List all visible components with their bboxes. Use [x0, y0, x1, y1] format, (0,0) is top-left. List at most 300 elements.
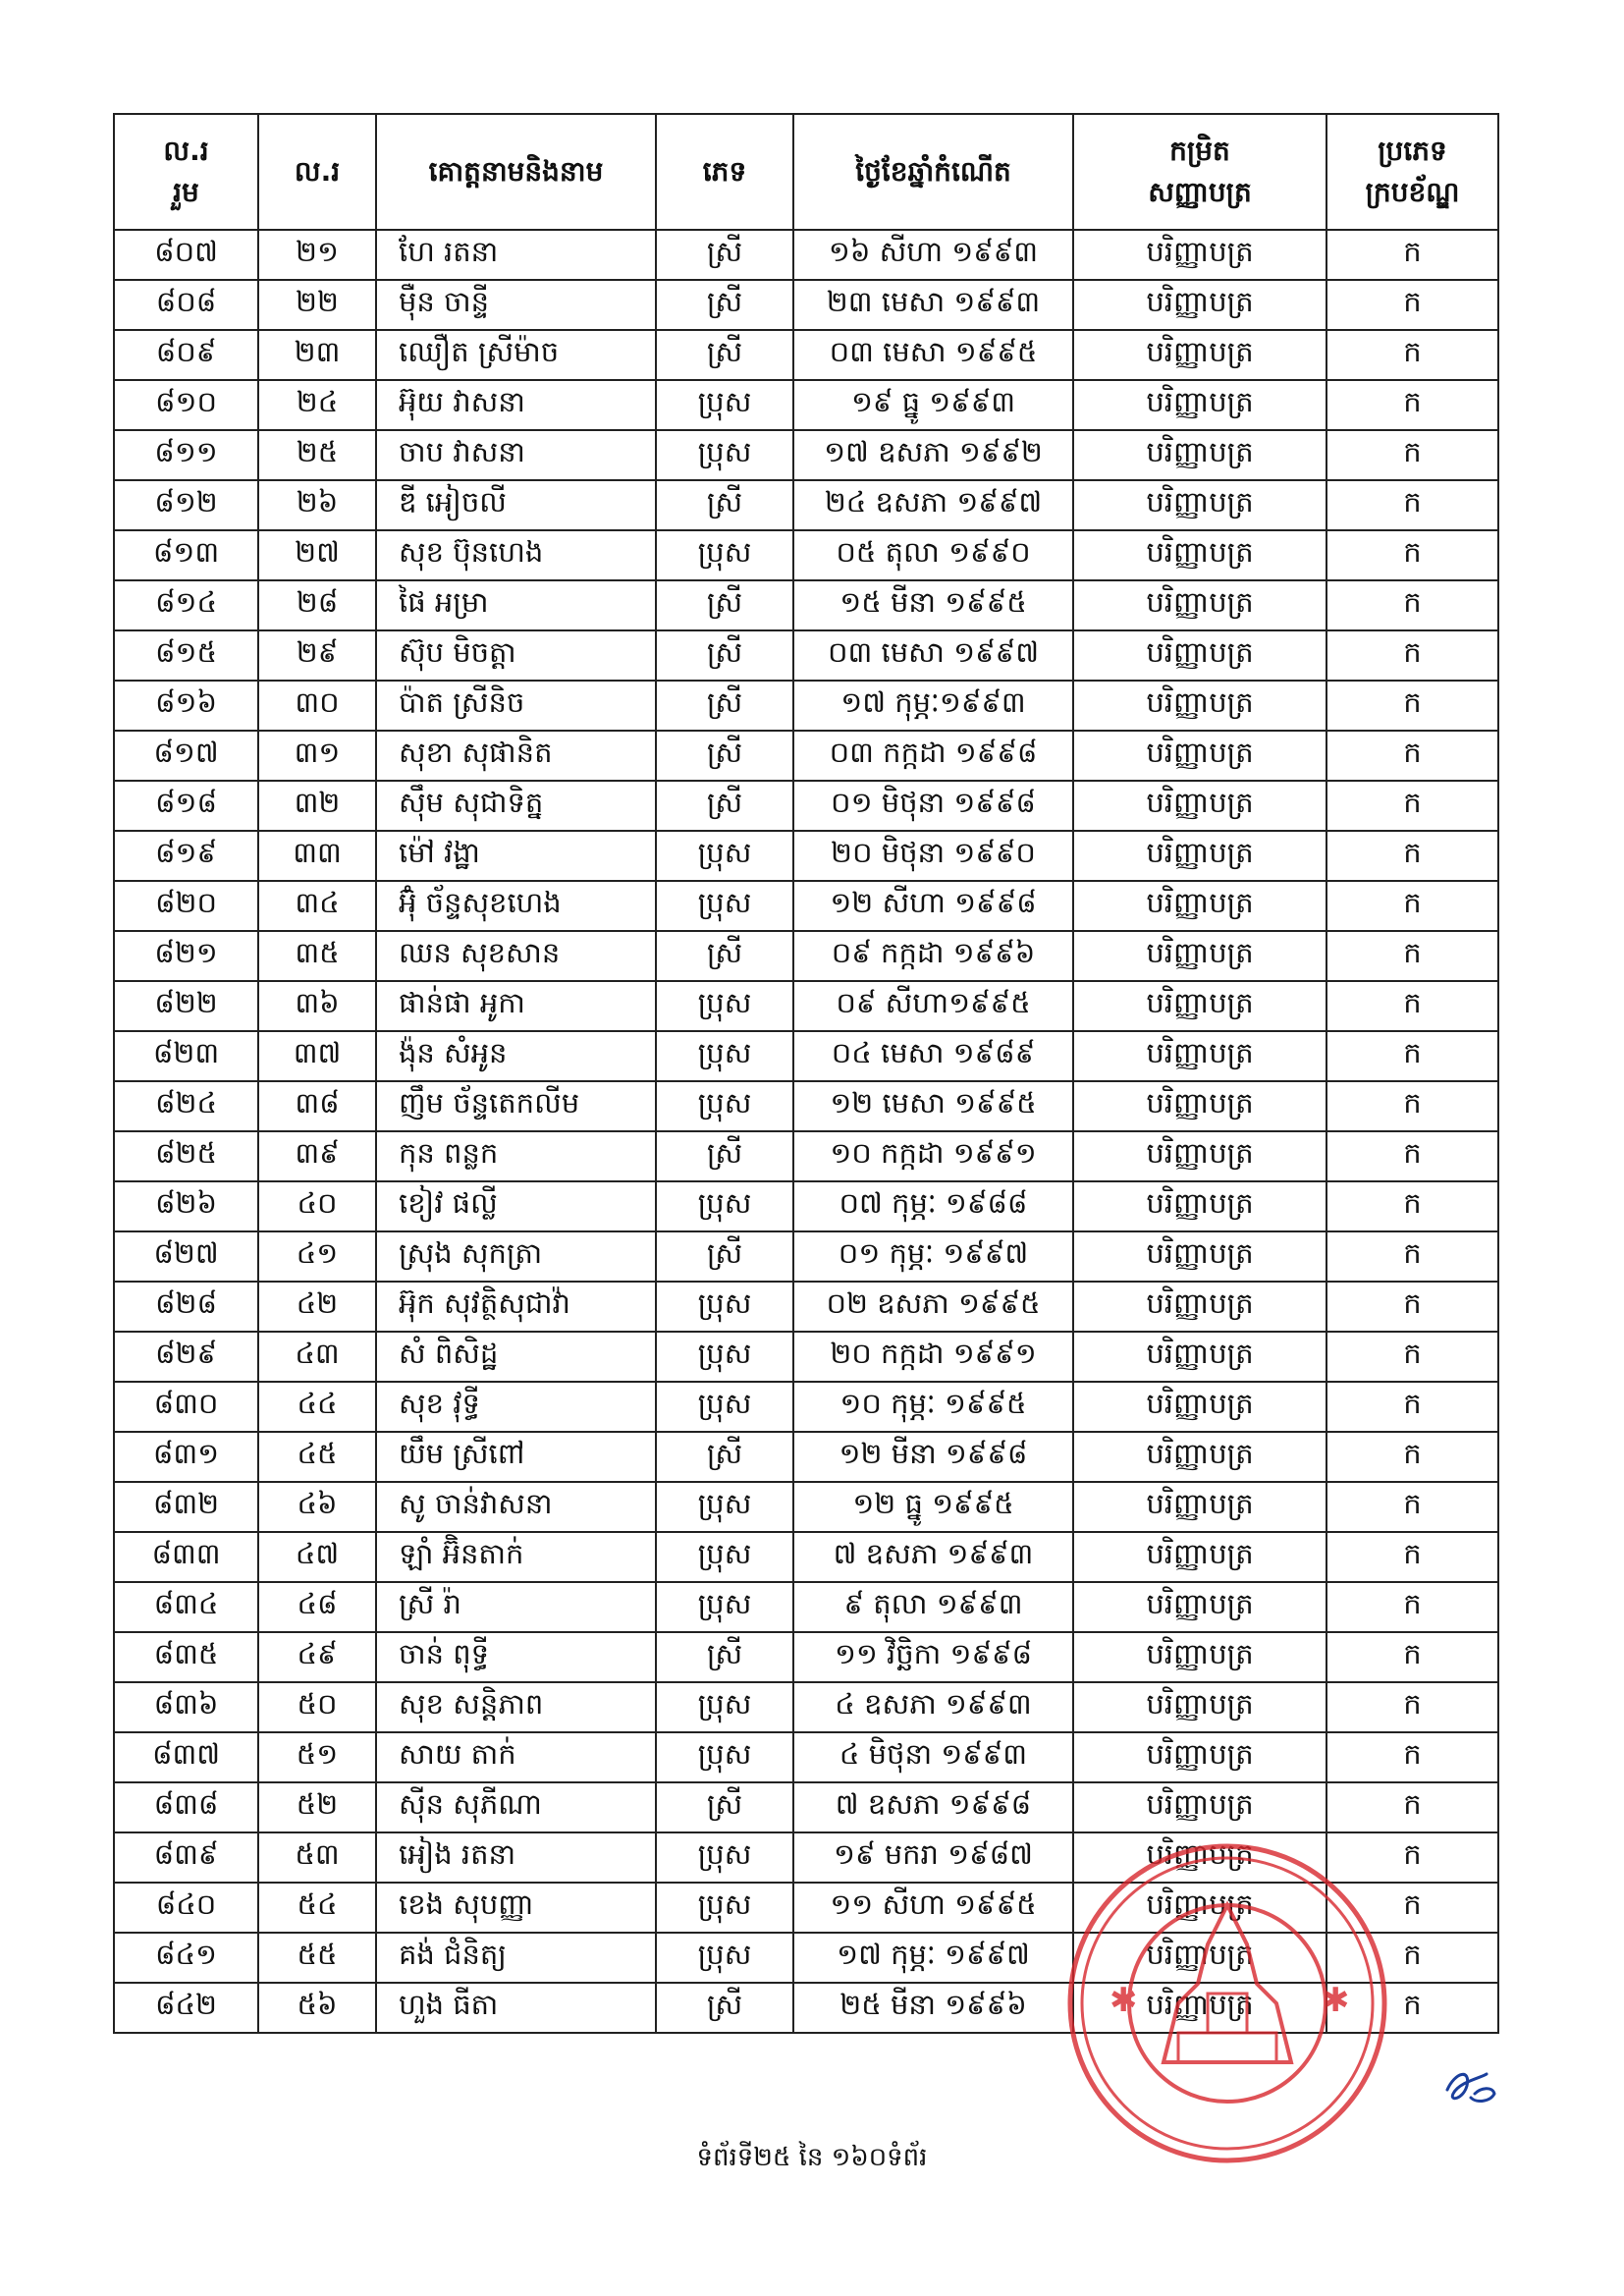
cell-date-of-birth: ០៩ កក្កដា ១៩៩៦ — [793, 931, 1073, 981]
cell-category: ក — [1326, 881, 1498, 931]
cell-category: ក — [1326, 1382, 1498, 1432]
table-row — [114, 1332, 1498, 1382]
cell-degree-level: បរិញ្ញាបត្រ — [1073, 1832, 1326, 1883]
cell-category: ក — [1326, 781, 1498, 831]
table-row — [114, 981, 1498, 1031]
header-gender: ភេទ — [656, 114, 793, 230]
cell-roll-no: ២៥ — [258, 430, 376, 480]
table-row — [114, 1732, 1498, 1782]
cell-date-of-birth: ១១ សីហា ១៩៩៥ — [793, 1883, 1073, 1933]
cell-total-roll-no: ៨២៩ — [114, 1332, 258, 1382]
cell-total-roll-no: ៨២៥ — [114, 1131, 258, 1181]
cell-full-name: ញឹម ច័ន្ទតេកលីម — [376, 1081, 656, 1131]
cell-category: ក — [1326, 831, 1498, 881]
cell-total-roll-no: ៨៣៥ — [114, 1632, 258, 1682]
cell-category: ក — [1326, 1632, 1498, 1682]
cell-category: ក — [1326, 430, 1498, 480]
signature-mark — [1441, 2060, 1500, 2109]
cell-category: ក — [1326, 580, 1498, 630]
cell-roll-no: ២៣ — [258, 330, 376, 380]
cell-date-of-birth: ០៩ សីហា១៩៩៥ — [793, 981, 1073, 1031]
cell-gender: ស្រី — [656, 230, 793, 280]
table-row — [114, 530, 1498, 580]
cell-total-roll-no: ៨០៩ — [114, 330, 258, 380]
cell-category: ក — [1326, 1933, 1498, 1983]
cell-gender: ប្រុស — [656, 1081, 793, 1131]
table-row — [114, 1181, 1498, 1231]
cell-roll-no: ៣៤ — [258, 881, 376, 931]
cell-total-roll-no: ៨៣៤ — [114, 1582, 258, 1632]
cell-gender: ប្រុស — [656, 1832, 793, 1883]
cell-roll-no: ៤៨ — [258, 1582, 376, 1632]
cell-date-of-birth: ១២ មេសា ១៩៩៥ — [793, 1081, 1073, 1131]
cell-roll-no: ៣៧ — [258, 1031, 376, 1081]
cell-full-name: ប៉ាត ស្រីនិច — [376, 681, 656, 731]
cell-roll-no: ៤៧ — [258, 1532, 376, 1582]
cell-date-of-birth: ០១ កុម្ភៈ ១៩៩៧ — [793, 1231, 1073, 1282]
header-category: ប្រភេទ ក្របខ័ណ្ឌ — [1326, 114, 1498, 230]
cell-total-roll-no: ៨៤១ — [114, 1933, 258, 1983]
cell-category: ក — [1326, 1482, 1498, 1532]
cell-date-of-birth: ១១ វិច្ឆិកា ១៩៩៨ — [793, 1632, 1073, 1682]
cell-total-roll-no: ៨២៧ — [114, 1231, 258, 1282]
table-row — [114, 731, 1498, 781]
cell-degree-level: បរិញ្ញាបត្រ — [1073, 1382, 1326, 1432]
cell-full-name: ផាន់ផា អូកា — [376, 981, 656, 1031]
cell-roll-no: ៣៥ — [258, 931, 376, 981]
cell-total-roll-no: ៨០៨ — [114, 280, 258, 330]
cell-gender: ស្រី — [656, 280, 793, 330]
cell-roll-no: ៥៤ — [258, 1883, 376, 1933]
cell-gender: ស្រី — [656, 1432, 793, 1482]
cell-degree-level: បរិញ្ញាបត្រ — [1073, 1482, 1326, 1532]
cell-full-name: សុខ សន្តិភាព — [376, 1682, 656, 1732]
cell-roll-no: ២៧ — [258, 530, 376, 580]
cell-date-of-birth: ០៧ កុម្ភៈ ១៩៨៨ — [793, 1181, 1073, 1231]
cell-degree-level: បរិញ្ញាបត្រ — [1073, 1582, 1326, 1632]
header-degree-level: កម្រិត សញ្ញាបត្រ — [1073, 114, 1326, 230]
cell-date-of-birth: ២៣ មេសា ១៩៩៣ — [793, 280, 1073, 330]
cell-total-roll-no: ៨១៦ — [114, 681, 258, 731]
cell-roll-no: ៣៨ — [258, 1081, 376, 1131]
cell-degree-level: បរិញ្ញាបត្រ — [1073, 1131, 1326, 1181]
cell-roll-no: ៥២ — [258, 1782, 376, 1832]
cell-roll-no: ២៦ — [258, 480, 376, 530]
cell-category: ក — [1326, 280, 1498, 330]
cell-full-name: សូ ចាន់វាសនា — [376, 1482, 656, 1532]
cell-degree-level: បរិញ្ញាបត្រ — [1073, 480, 1326, 530]
cell-category: ក — [1326, 681, 1498, 731]
table-row — [114, 1782, 1498, 1832]
table-row — [114, 1482, 1498, 1532]
svg-text:✱: ✱ — [1110, 1981, 1138, 2020]
cell-full-name: ឌី អៀចលី — [376, 480, 656, 530]
table-row — [114, 380, 1498, 430]
cell-date-of-birth: ២៥ មីនា ១៩៩៦ — [793, 1983, 1073, 2033]
cell-gender: ស្រី — [656, 1782, 793, 1832]
cell-total-roll-no: ៨៣៦ — [114, 1682, 258, 1732]
cell-category: ក — [1326, 1282, 1498, 1332]
table-row — [114, 1131, 1498, 1181]
cell-category: ក — [1326, 1181, 1498, 1231]
cell-gender: ប្រុស — [656, 831, 793, 881]
cell-date-of-birth: ១០ កុម្ភៈ ១៩៩៥ — [793, 1382, 1073, 1432]
cell-full-name: ខៀវ ផល្លី — [376, 1181, 656, 1231]
cell-gender: ប្រុស — [656, 1883, 793, 1933]
cell-full-name: ស៊ឹម សុជាទិត្ន — [376, 781, 656, 831]
cell-full-name: យឹម ស្រីពៅ — [376, 1432, 656, 1482]
cell-degree-level: បរិញ្ញាបត្រ — [1073, 1532, 1326, 1582]
header-full-name: គោត្តនាមនិងនាម — [376, 114, 656, 230]
cell-roll-no: ៣៦ — [258, 981, 376, 1031]
cell-category: ក — [1326, 1332, 1498, 1382]
cell-full-name: អៀង រតនា — [376, 1832, 656, 1883]
cell-degree-level: បរិញ្ញាបត្រ — [1073, 981, 1326, 1031]
table-row — [114, 1031, 1498, 1081]
cell-gender: ប្រុស — [656, 1482, 793, 1532]
cell-date-of-birth: ០៣ កក្កដា ១៩៩៨ — [793, 731, 1073, 781]
cell-degree-level: បរិញ្ញាបត្រ — [1073, 1732, 1326, 1782]
cell-roll-no: ៤៦ — [258, 1482, 376, 1532]
table-row — [114, 280, 1498, 330]
cell-roll-no: ៤៥ — [258, 1432, 376, 1482]
cell-total-roll-no: ៨២៤ — [114, 1081, 258, 1131]
cell-category: ក — [1326, 1231, 1498, 1282]
cell-degree-level: បរិញ្ញាបត្រ — [1073, 1081, 1326, 1131]
cell-category: ក — [1326, 230, 1498, 280]
cell-total-roll-no: ៨១០ — [114, 380, 258, 430]
page-footer — [0, 2141, 1624, 2178]
roster-body — [114, 230, 1498, 2033]
cell-gender: ស្រី — [656, 1983, 793, 2033]
cell-gender: ស្រី — [656, 731, 793, 781]
cell-roll-no: ២៩ — [258, 630, 376, 681]
cell-gender: ប្រុស — [656, 1332, 793, 1382]
cell-total-roll-no: ៨១៩ — [114, 831, 258, 881]
cell-total-roll-no: ៨១៧ — [114, 731, 258, 781]
table-row — [114, 1682, 1498, 1732]
cell-gender: ប្រុស — [656, 430, 793, 480]
cell-date-of-birth: ១៦ សីហា ១៩៩៣ — [793, 230, 1073, 280]
cell-date-of-birth: ២០ កក្កដា ១៩៩១ — [793, 1332, 1073, 1382]
cell-total-roll-no: ៨៣២ — [114, 1482, 258, 1532]
table-row — [114, 881, 1498, 931]
cell-date-of-birth: ០២ ឧសភា ១៩៩៥ — [793, 1282, 1073, 1332]
table-row — [114, 580, 1498, 630]
cell-full-name: ស្រុង សុកត្រា — [376, 1231, 656, 1282]
cell-date-of-birth: ២៤ ឧសភា ១៩៩៧ — [793, 480, 1073, 530]
cell-category: ក — [1326, 1983, 1498, 2033]
table-row — [114, 1582, 1498, 1632]
cell-roll-no: ៤១ — [258, 1231, 376, 1282]
cell-roll-no: ៥១ — [258, 1732, 376, 1782]
table-row — [114, 480, 1498, 530]
cell-category: ក — [1326, 1782, 1498, 1832]
cell-category: ក — [1326, 1582, 1498, 1632]
cell-date-of-birth: ១៧ ឧសភា ១៩៩២ — [793, 430, 1073, 480]
cell-degree-level: បរិញ្ញាបត្រ — [1073, 1933, 1326, 1983]
cell-total-roll-no: ៨២៦ — [114, 1181, 258, 1231]
cell-date-of-birth: ១៧ កុម្ភៈ ១៩៩៧ — [793, 1933, 1073, 1983]
cell-gender: ស្រី — [656, 630, 793, 681]
official-seal-stamp — [1060, 1836, 1394, 2170]
cell-date-of-birth: ១២ ធ្នូ ១៩៩៥ — [793, 1482, 1073, 1532]
cell-degree-level: បរិញ្ញាបត្រ — [1073, 1031, 1326, 1081]
cell-total-roll-no: ៨១៨ — [114, 781, 258, 831]
table-header-row — [114, 114, 1498, 230]
cell-full-name: ឈឿត ស្រីម៉ាច — [376, 330, 656, 380]
cell-degree-level: បរិញ្ញាបត្រ — [1073, 1332, 1326, 1382]
cell-full-name: ស៊ុប មិចត្តា — [376, 630, 656, 681]
cell-category: ក — [1326, 931, 1498, 981]
cell-gender: ប្រុស — [656, 1732, 793, 1782]
cell-total-roll-no: ៨២៨ — [114, 1282, 258, 1332]
cell-total-roll-no: ៨១៥ — [114, 630, 258, 681]
cell-total-roll-no: ៨២១ — [114, 931, 258, 981]
cell-total-roll-no: ៨៣៣ — [114, 1532, 258, 1582]
cell-category: ក — [1326, 1682, 1498, 1732]
cell-roll-no: ៣១ — [258, 731, 376, 781]
cell-date-of-birth: ០៣ មេសា ១៩៩៧ — [793, 630, 1073, 681]
cell-category: ក — [1326, 1131, 1498, 1181]
cell-degree-level: បរិញ្ញាបត្រ — [1073, 580, 1326, 630]
svg-text:✱: ✱ — [1322, 1981, 1350, 2020]
cell-gender: ស្រី — [656, 681, 793, 731]
cell-roll-no: ២៨ — [258, 580, 376, 630]
cell-gender: ស្រី — [656, 580, 793, 630]
cell-full-name: ម៉ៅ វង្ឋា — [376, 831, 656, 881]
cell-category: ក — [1326, 1532, 1498, 1582]
cell-full-name: ង៉ុន សំអូន — [376, 1031, 656, 1081]
table-row — [114, 1532, 1498, 1582]
cell-degree-level: បរិញ្ញាបត្រ — [1073, 1432, 1326, 1482]
cell-degree-level: បរិញ្ញាបត្រ — [1073, 1231, 1326, 1282]
cell-date-of-birth: ១០ កក្កដា ១៩៩១ — [793, 1131, 1073, 1181]
cell-full-name: ចាន់ ពុទ្ធី — [376, 1632, 656, 1682]
cell-gender: ស្រី — [656, 931, 793, 981]
cell-roll-no: ៤៣ — [258, 1332, 376, 1382]
cell-gender: ស្រី — [656, 1632, 793, 1682]
cell-total-roll-no: ៨៤០ — [114, 1883, 258, 1933]
cell-full-name: ស្រី រ៉ា — [376, 1582, 656, 1632]
cell-full-name: ឈន សុខសាន — [376, 931, 656, 981]
cell-total-roll-no: ៨៣៩ — [114, 1832, 258, 1883]
cell-roll-no: ២១ — [258, 230, 376, 280]
cell-full-name: អ៊ុយ វាសនា — [376, 380, 656, 430]
cell-date-of-birth: ០៥ តុលា ១៩៩០ — [793, 530, 1073, 580]
cell-degree-level: បរិញ្ញាបត្រ — [1073, 831, 1326, 881]
cell-category: ក — [1326, 530, 1498, 580]
cell-category: ក — [1326, 630, 1498, 681]
cell-gender: ស្រី — [656, 1231, 793, 1282]
table-row — [114, 681, 1498, 731]
cell-date-of-birth: ១៩ មករា ១៩៨៧ — [793, 1832, 1073, 1883]
table-row — [114, 430, 1498, 480]
cell-total-roll-no: ៨១៤ — [114, 580, 258, 630]
cell-degree-level: បរិញ្ញាបត្រ — [1073, 931, 1326, 981]
cell-category: ក — [1326, 1732, 1498, 1782]
cell-full-name: ស៊ីន សុភីណា — [376, 1782, 656, 1832]
cell-degree-level: បរិញ្ញាបត្រ — [1073, 280, 1326, 330]
cell-date-of-birth: ០៤ មេសា ១៩៨៩ — [793, 1031, 1073, 1081]
cell-degree-level: បរិញ្ញាបត្រ — [1073, 430, 1326, 480]
header-total-roll-no: ល.រ រួម — [114, 114, 258, 230]
cell-full-name: ឡាំ អ៊ិនតាក់ — [376, 1532, 656, 1582]
cell-category: ក — [1326, 1832, 1498, 1883]
cell-category: ក — [1326, 731, 1498, 781]
cell-roll-no: ៥០ — [258, 1682, 376, 1732]
table-row — [114, 1382, 1498, 1432]
cell-full-name: ផៃ អម្រា — [376, 580, 656, 630]
cell-gender: ស្រី — [656, 480, 793, 530]
cell-date-of-birth: ០៣ មេសា ១៩៩៥ — [793, 330, 1073, 380]
header-date-of-birth: ថ្ងៃខែឆ្នាំកំណើត — [793, 114, 1073, 230]
cell-gender: ប្រុស — [656, 1682, 793, 1732]
cell-full-name: ខេង សុបញ្ញា — [376, 1883, 656, 1933]
cell-category: ក — [1326, 1031, 1498, 1081]
cell-full-name: អ៊ុំ ច័ន្ទសុខហេង — [376, 881, 656, 931]
cell-roll-no: ៣៩ — [258, 1131, 376, 1181]
cell-total-roll-no: ៨០៧ — [114, 230, 258, 280]
cell-gender: ស្រី — [656, 330, 793, 380]
cell-gender: ប្រុស — [656, 1181, 793, 1231]
cell-roll-no: ២៤ — [258, 380, 376, 430]
cell-degree-level: បរិញ្ញាបត្រ — [1073, 1282, 1326, 1332]
cell-roll-no: ៣០ — [258, 681, 376, 731]
cell-gender: ប្រុស — [656, 380, 793, 430]
cell-gender: ស្រី — [656, 781, 793, 831]
cell-roll-no: ៣២ — [258, 781, 376, 831]
cell-degree-level: បរិញ្ញាបត្រ — [1073, 1632, 1326, 1682]
cell-degree-level: បរិញ្ញាបត្រ — [1073, 681, 1326, 731]
cell-degree-level: បរិញ្ញាបត្រ — [1073, 630, 1326, 681]
table-row — [114, 931, 1498, 981]
cell-full-name: ហួង ធីតា — [376, 1983, 656, 2033]
cell-full-name: កុន ពន្លក — [376, 1131, 656, 1181]
cell-category: ក — [1326, 1081, 1498, 1131]
cell-gender: ប្រុស — [656, 1582, 793, 1632]
cell-date-of-birth: ៧ ឧសភា ១៩៩៣ — [793, 1532, 1073, 1582]
cell-degree-level: បរិញ្ញាបត្រ — [1073, 380, 1326, 430]
table-row — [114, 781, 1498, 831]
cell-date-of-birth: ១៥ មីនា ១៩៩៥ — [793, 580, 1073, 630]
cell-full-name: ចាប វាសនា — [376, 430, 656, 480]
cell-degree-level: បរិញ្ញាបត្រ — [1073, 530, 1326, 580]
cell-full-name: សាយ តាក់ — [376, 1732, 656, 1782]
cell-category: ក — [1326, 981, 1498, 1031]
cell-roll-no: ២២ — [258, 280, 376, 330]
cell-total-roll-no: ៨១២ — [114, 480, 258, 530]
cell-degree-level: បរិញ្ញាបត្រ — [1073, 781, 1326, 831]
cell-full-name: អ៊ុក សុវត្ថិសុជាវ៉ា — [376, 1282, 656, 1332]
cell-full-name: សុខា សុផានិត — [376, 731, 656, 781]
cell-date-of-birth: ៤ ឧសភា ១៩៩៣ — [793, 1682, 1073, 1732]
cell-full-name: សំ ពិសិដ្ឋ — [376, 1332, 656, 1382]
cell-category: ក — [1326, 1883, 1498, 1933]
cell-category: ក — [1326, 480, 1498, 530]
cell-gender: ស្រី — [656, 1131, 793, 1181]
cell-total-roll-no: ៨២៣ — [114, 1031, 258, 1081]
cell-degree-level: បរិញ្ញាបត្រ — [1073, 881, 1326, 931]
cell-category: ក — [1326, 1432, 1498, 1482]
cell-total-roll-no: ៨១៣ — [114, 530, 258, 580]
cell-date-of-birth: ០១ មិថុនា ១៩៩៨ — [793, 781, 1073, 831]
cell-degree-level: បរិញ្ញាបត្រ — [1073, 731, 1326, 781]
cell-roll-no: ៣៣ — [258, 831, 376, 881]
cell-degree-level: បរិញ្ញាបត្រ — [1073, 330, 1326, 380]
table-row — [114, 630, 1498, 681]
cell-date-of-birth: ១២ សីហា ១៩៩៨ — [793, 881, 1073, 931]
cell-total-roll-no: ៨៣០ — [114, 1382, 258, 1432]
cell-date-of-birth: ៩ តុលា ១៩៩៣ — [793, 1582, 1073, 1632]
table-row — [114, 831, 1498, 881]
table-row — [114, 1231, 1498, 1282]
table-row — [114, 1282, 1498, 1332]
cell-gender: ប្រុស — [656, 1382, 793, 1432]
cell-date-of-birth: ២០ មិថុនា ១៩៩០ — [793, 831, 1073, 881]
cell-roll-no: ៤០ — [258, 1181, 376, 1231]
cell-date-of-birth: ១៩ ធ្នូ ១៩៩៣ — [793, 380, 1073, 430]
cell-date-of-birth: ៤ មិថុនា ១៩៩៣ — [793, 1732, 1073, 1782]
cell-gender: ប្រុស — [656, 1933, 793, 1983]
table-row — [114, 230, 1498, 280]
cell-category: ក — [1326, 380, 1498, 430]
cell-category: ក — [1326, 330, 1498, 380]
cell-full-name: សុខ វុទ្ធី — [376, 1382, 656, 1432]
cell-roll-no: ៤៩ — [258, 1632, 376, 1682]
cell-degree-level: បរិញ្ញាបត្រ — [1073, 230, 1326, 280]
cell-roll-no: ៥៦ — [258, 1983, 376, 2033]
cell-degree-level: បរិញ្ញាបត្រ — [1073, 1883, 1326, 1933]
cell-total-roll-no: ៨២០ — [114, 881, 258, 931]
table-row — [114, 330, 1498, 380]
cell-full-name: សុខ ប៊ុនហេង — [376, 530, 656, 580]
cell-date-of-birth: ១៧ កុម្ភៈ១៩៩៣ — [793, 681, 1073, 731]
cell-total-roll-no: ៨៤២ — [114, 1983, 258, 2033]
cell-date-of-birth: ១២ មីនា ១៩៩៨ — [793, 1432, 1073, 1482]
table-row — [114, 1632, 1498, 1682]
cell-total-roll-no: ៨១១ — [114, 430, 258, 480]
roster-table — [113, 113, 1499, 2034]
cell-roll-no: ៤២ — [258, 1282, 376, 1332]
cell-degree-level: បរិញ្ញាបត្រ — [1073, 1682, 1326, 1732]
cell-gender: ប្រុស — [656, 530, 793, 580]
cell-gender: ប្រុស — [656, 1282, 793, 1332]
cell-gender: ប្រុស — [656, 881, 793, 931]
cell-roll-no: ៥៣ — [258, 1832, 376, 1883]
page-number-text: ទំព័រទី២៥ នៃ ១៦០ទំព័រ — [696, 2143, 928, 2172]
cell-total-roll-no: ៨៣៨ — [114, 1782, 258, 1832]
cell-gender: ប្រុស — [656, 1532, 793, 1582]
cell-full-name: ហែ រតនា — [376, 230, 656, 280]
table-row — [114, 1081, 1498, 1131]
cell-total-roll-no: ៨៣៧ — [114, 1732, 258, 1782]
table-row — [114, 1432, 1498, 1482]
cell-degree-level: បរិញ្ញាបត្រ — [1073, 1983, 1326, 2033]
cell-total-roll-no: ៨២២ — [114, 981, 258, 1031]
cell-full-name: ម៉ឺន ចាន្ទី — [376, 280, 656, 330]
cell-total-roll-no: ៨៣១ — [114, 1432, 258, 1482]
header-roll-no: ល.រ — [258, 114, 376, 230]
cell-degree-level: បរិញ្ញាបត្រ — [1073, 1181, 1326, 1231]
cell-roll-no: ៤៤ — [258, 1382, 376, 1432]
cell-date-of-birth: ៧ ឧសភា ១៩៩៨ — [793, 1782, 1073, 1832]
cell-gender: ប្រុស — [656, 981, 793, 1031]
cell-full-name: គង់ ជំនិត្យ — [376, 1933, 656, 1983]
cell-gender: ប្រុស — [656, 1031, 793, 1081]
cell-roll-no: ៥៥ — [258, 1933, 376, 1983]
cell-degree-level: បរិញ្ញាបត្រ — [1073, 1782, 1326, 1832]
